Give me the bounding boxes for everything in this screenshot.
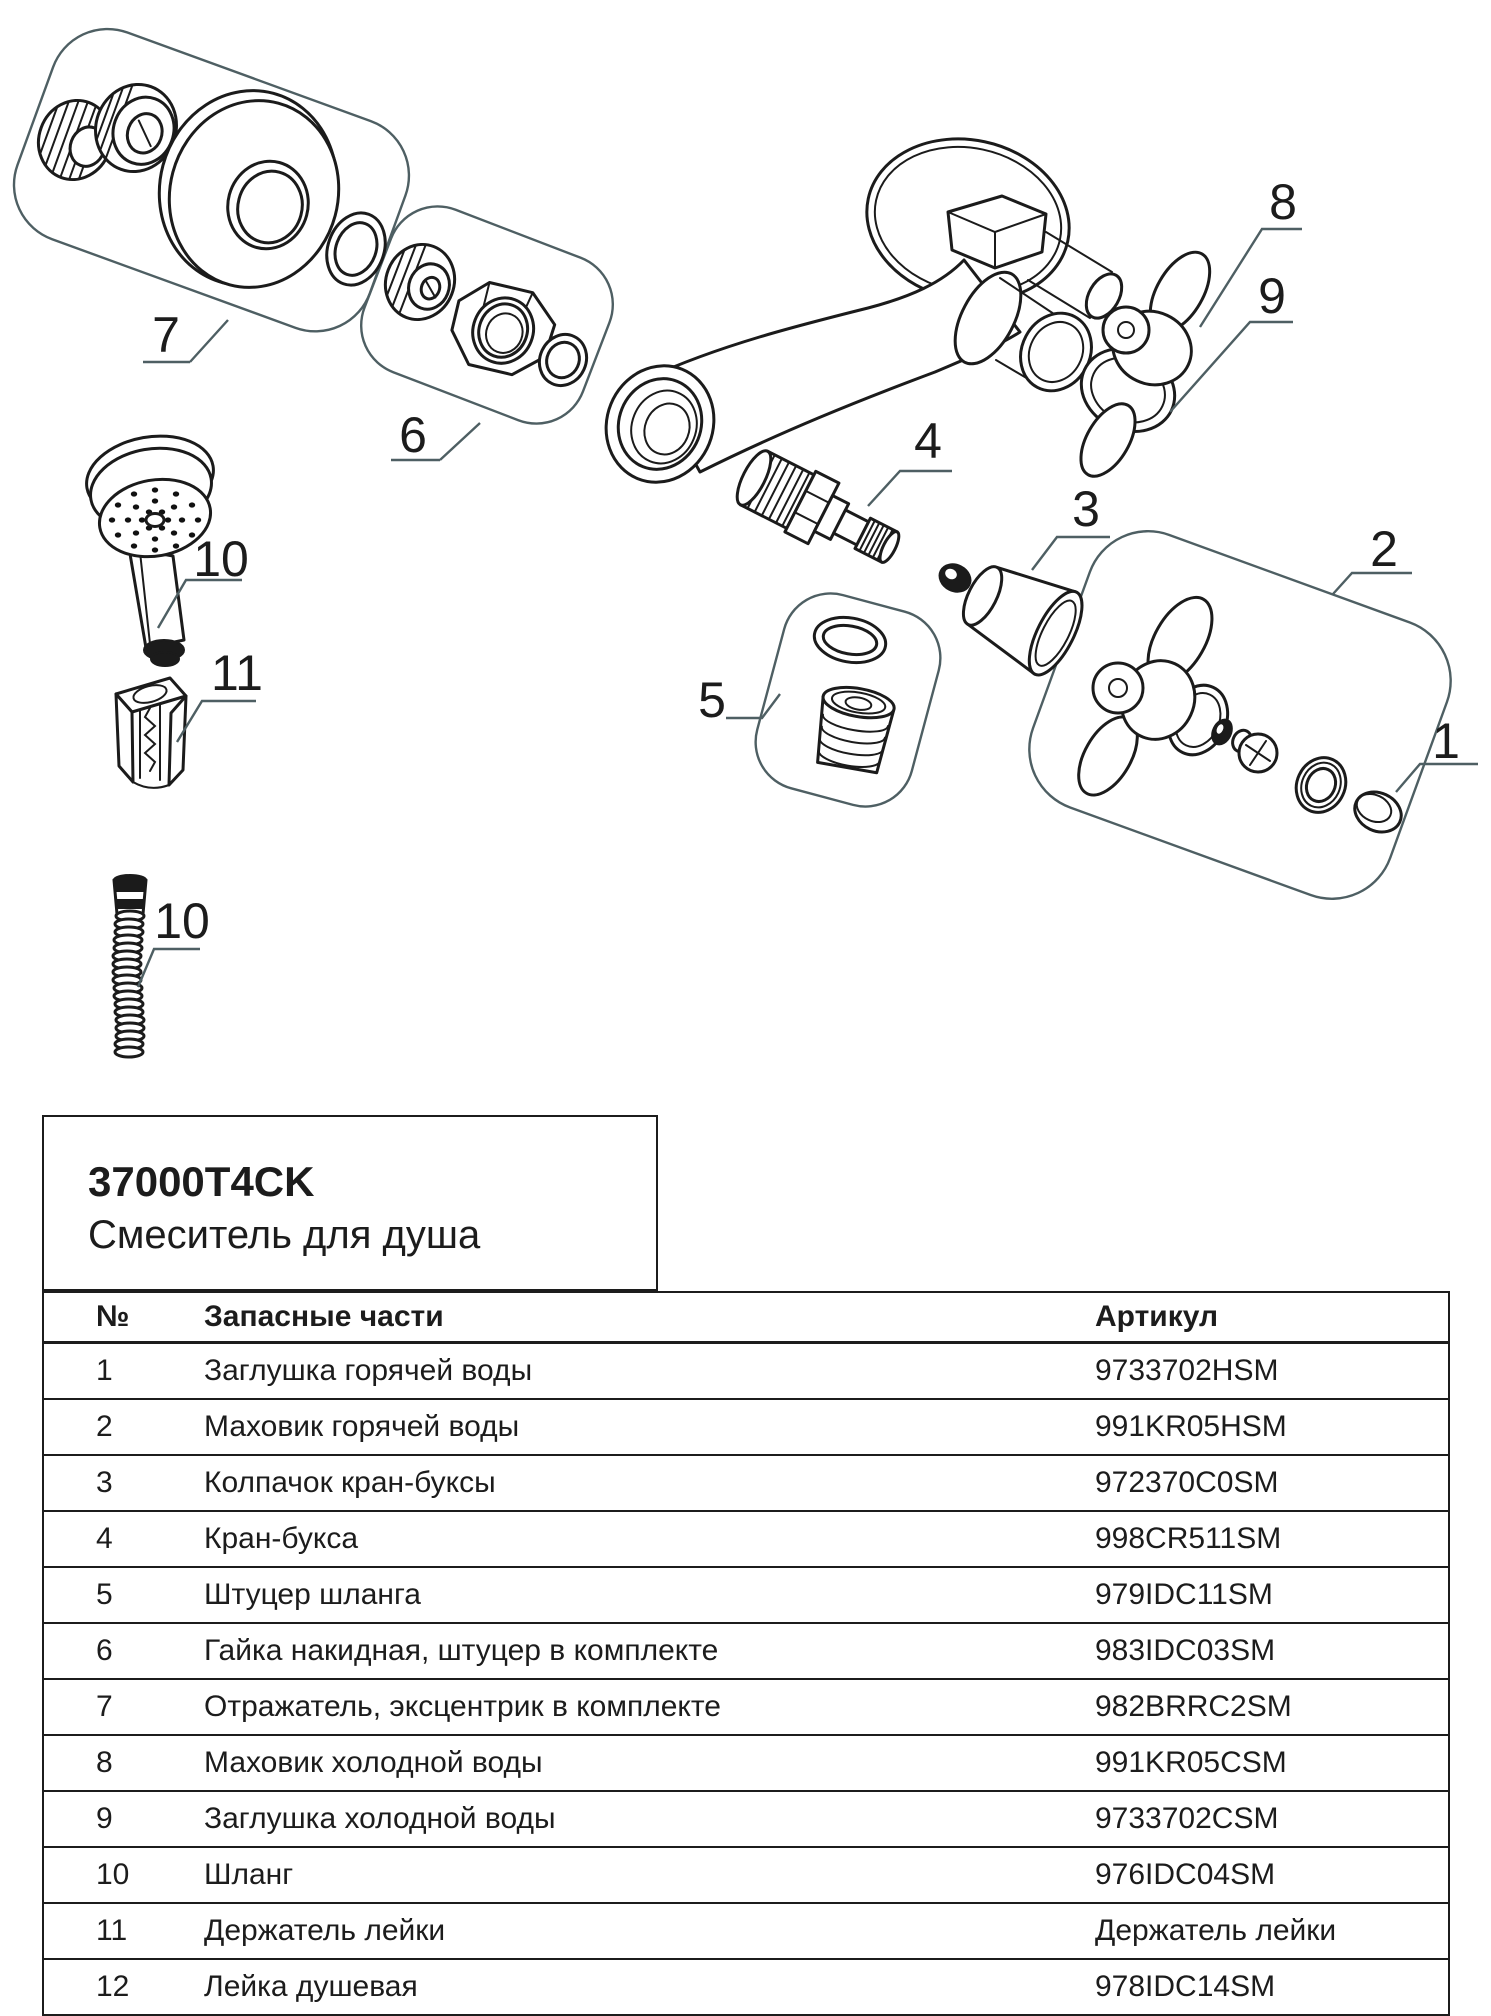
part-num: 6 <box>96 1634 113 1667</box>
part-article: 9733702HSM <box>1095 1354 1279 1387</box>
product-title-box <box>42 1115 658 1291</box>
part-name: Маховик холодной воды <box>204 1746 543 1779</box>
part-o-ring-5 <box>811 612 890 668</box>
part-article: 983IDC03SM <box>1095 1634 1276 1667</box>
faucet-body <box>589 121 1222 499</box>
part-name: Лейка душевая <box>204 1970 418 2003</box>
part-article: Держатель лейки <box>1095 1914 1337 1947</box>
callout-label-1: 1 <box>1432 713 1460 769</box>
col-header-num: № <box>43 1292 151 1343</box>
part-num: 8 <box>96 1746 113 1779</box>
part-cartridge <box>729 443 910 580</box>
part-name: Кран-букса <box>204 1522 359 1555</box>
part-num: 1 <box>96 1354 113 1387</box>
part-article: 998CR511SM <box>1095 1522 1282 1555</box>
part-name: Маховик горячей воды <box>204 1410 520 1443</box>
leader-line-10-hose <box>138 949 200 987</box>
part-name: Штуцер шланга <box>204 1578 421 1611</box>
part-article: 976IDC04SM <box>1095 1858 1276 1891</box>
part-num: 4 <box>96 1522 113 1555</box>
callout-label-2: 2 <box>1370 521 1398 577</box>
leader-line-5 <box>726 694 780 718</box>
table-row <box>43 1679 1449 1735</box>
leader-line-11 <box>177 701 256 742</box>
part-name: Колпачок кран-буксы <box>204 1466 496 1499</box>
shower-hose <box>113 875 146 1057</box>
part-name: Держатель лейки <box>204 1914 446 1947</box>
table-row <box>43 1847 1449 1903</box>
part-num: 11 <box>96 1914 128 1947</box>
leader-line-4 <box>868 471 952 506</box>
part-article: 979IDC11SM <box>1095 1578 1273 1611</box>
part-name: Отражатель, эксцентрик в комплекте <box>204 1690 721 1723</box>
table-row <box>43 1567 1449 1623</box>
col-header-name: Запасные части <box>151 1292 1093 1343</box>
callout-label-11: 11 <box>211 645 263 701</box>
part-hose-nipple <box>812 683 897 774</box>
callout-label-6: 6 <box>399 407 427 463</box>
callout-label-10-hose: 10 <box>154 893 210 949</box>
leader-line-8 <box>1200 229 1302 327</box>
callout-label-5: 5 <box>698 672 726 728</box>
part-num: 7 <box>96 1690 113 1723</box>
callout-label-9: 9 <box>1258 268 1286 324</box>
cold-handle <box>1068 242 1222 485</box>
part-adapter-ring <box>1287 749 1354 820</box>
table-row <box>43 1791 1449 1847</box>
part-num: 9 <box>96 1802 113 1835</box>
part-article: 991KR05CSM <box>1095 1746 1287 1779</box>
part-name: Заглушка холодной воды <box>204 1802 556 1835</box>
shower-holder <box>116 678 186 788</box>
product-code: 37000T4CK <box>88 1158 315 1205</box>
callout-label-7: 7 <box>152 307 180 363</box>
part-article: 978IDC14SM <box>1095 1970 1276 2003</box>
part-article: 9733702CSM <box>1095 1802 1279 1835</box>
part-num: 12 <box>96 1970 130 2003</box>
part-screw <box>1229 727 1277 772</box>
col-header-article: Артикул <box>1093 1292 1449 1343</box>
part-article: 982BRRC2SM <box>1095 1690 1292 1723</box>
part-article: 991KR05HSM <box>1095 1410 1287 1443</box>
table-row <box>43 1903 1449 1959</box>
part-num: 5 <box>96 1578 113 1611</box>
product-name: Смеситель для душа <box>88 1213 481 1257</box>
table-row <box>43 1455 1449 1511</box>
table-row <box>43 1399 1449 1455</box>
part-hot-handle <box>1067 587 1239 805</box>
callout-label-8: 8 <box>1269 174 1297 230</box>
callout-label-4: 4 <box>914 413 942 469</box>
part-name: Шланг <box>204 1858 294 1891</box>
parts-table <box>42 1291 1450 2016</box>
table-row <box>43 1511 1449 1567</box>
part-article: 972370C0SM <box>1095 1466 1279 1499</box>
table-row <box>43 1623 1449 1679</box>
leader-line-3 <box>1032 537 1110 570</box>
part-num: 3 <box>96 1466 113 1499</box>
callout-label-3: 3 <box>1072 481 1100 537</box>
part-name: Заглушка горячей воды <box>204 1354 533 1387</box>
table-row <box>43 1735 1449 1791</box>
part-name: Гайка накидная, штуцер в комплекте <box>204 1634 719 1667</box>
part-num: 10 <box>96 1858 130 1891</box>
part-cap <box>949 549 1092 683</box>
callout-labels <box>152 174 1460 949</box>
table-header-row <box>43 1292 1449 1343</box>
part-num: 2 <box>96 1410 113 1443</box>
table-row <box>43 1959 1449 2015</box>
shower-handle <box>129 548 184 666</box>
table-row <box>43 1343 1449 1400</box>
callout-label-10-head: 10 <box>193 531 249 587</box>
